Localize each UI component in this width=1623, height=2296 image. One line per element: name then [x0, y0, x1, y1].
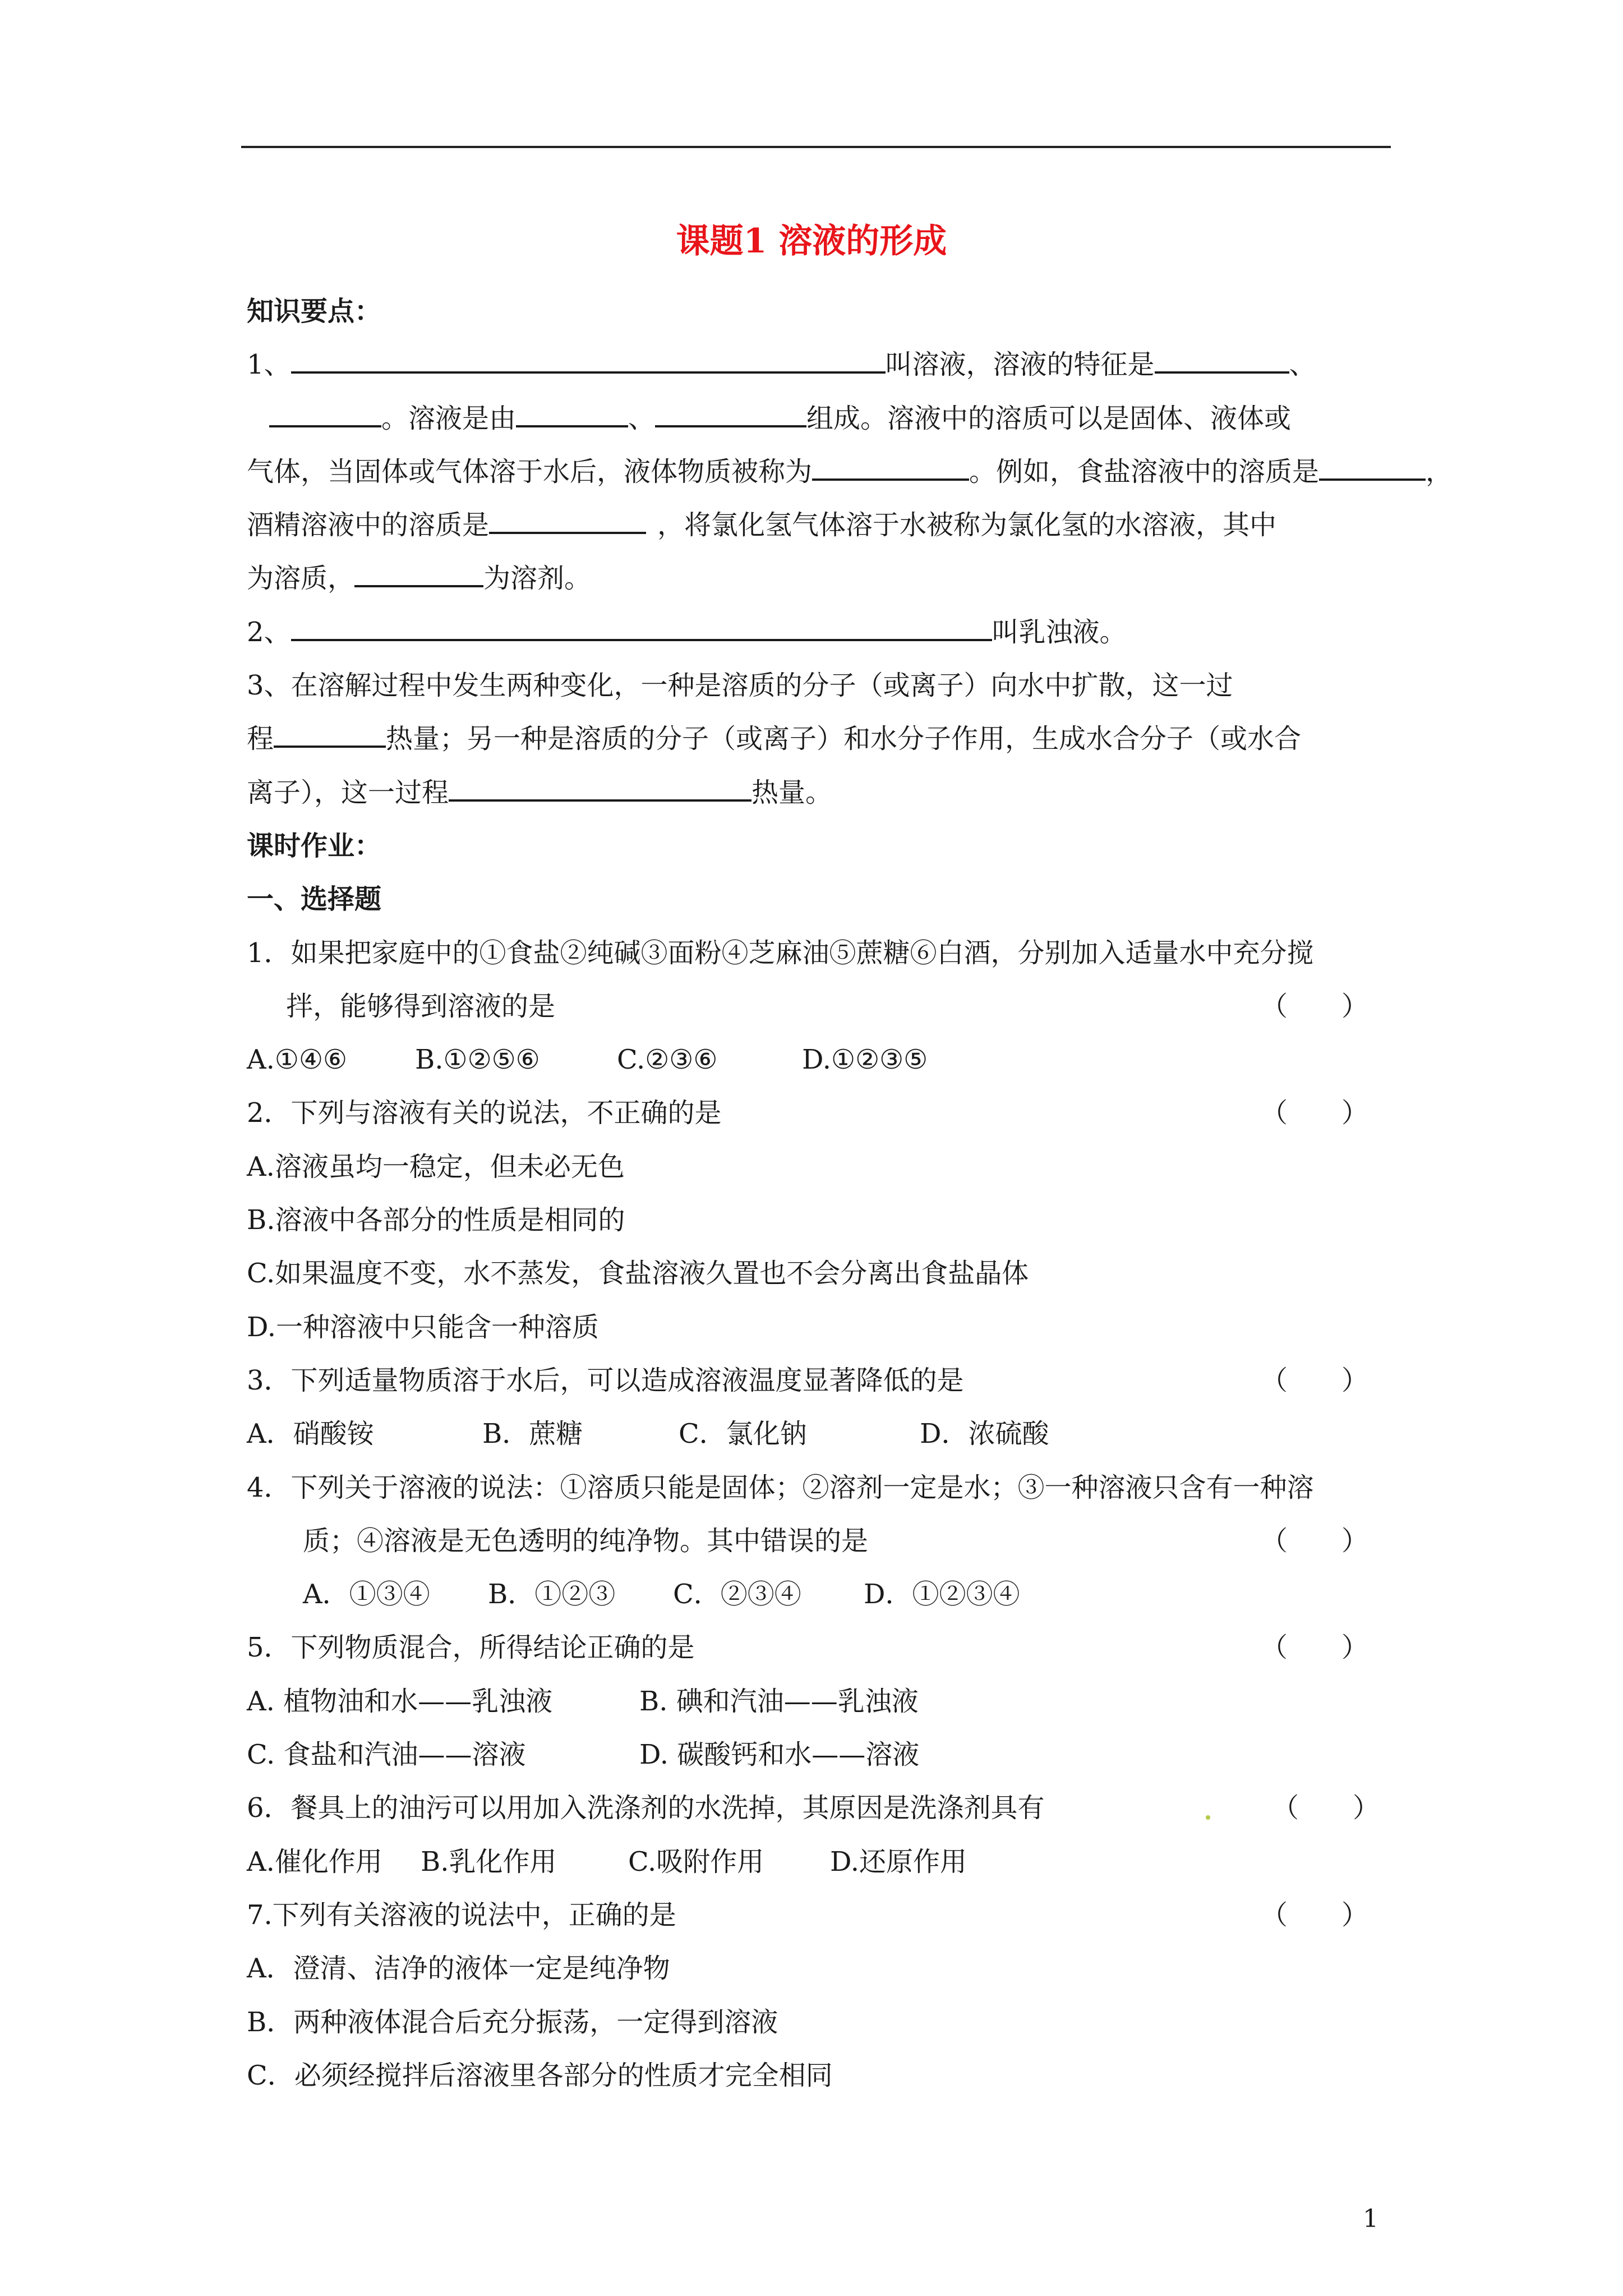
answer-paren[interactable]: （ ）	[1260, 1097, 1368, 1129]
section-heading: 一、选择题	[247, 884, 382, 915]
question-1-stem-line-1: 1．如果把家庭中的①食盐②纯碱③面粉④芝麻油⑤蔗糖⑥白酒，分别加入适量水中充分搅	[247, 937, 1314, 969]
option-b[interactable]: B.乳化作用	[421, 1846, 557, 1878]
option-d[interactable]: D．浓硫酸	[920, 1418, 1049, 1450]
question-5-options-row-1	[247, 1675, 1413, 1728]
option-a[interactable]: A.①④⑥	[247, 1044, 348, 1076]
question-1-stem-line-2	[247, 980, 1413, 1033]
question-4-stem-line-1: 4．下列关于溶液的说法：①溶质只能是固体；②溶剂一定是水；③一种溶液只含有一种溶	[247, 1471, 1314, 1503]
question-2-option-d[interactable]: D.一种溶液中只能含一种溶质	[247, 1311, 600, 1343]
text-segment: 5．下列物质混合，所得结论正确的是	[247, 1632, 695, 1664]
option-b[interactable]: B.①②⑤⑥	[415, 1044, 540, 1076]
question-7-option-c[interactable]: C．必须经搅拌后溶液里各部分的性质才完全相同	[247, 2059, 833, 2091]
homework-heading: 课时作业：	[247, 830, 382, 862]
question-7-option-b[interactable]: B．两种液体混合后充分振荡，一定得到溶液	[247, 2006, 778, 2038]
option-d[interactable]: D.①②③⑤	[802, 1044, 928, 1076]
answer-paren[interactable]: （ ）	[1260, 1899, 1368, 1931]
knowledge-heading: 知识要点：	[247, 296, 382, 327]
knowledge-item-1-line-3	[247, 445, 1453, 499]
answer-paren[interactable]: （ ）	[1271, 1792, 1380, 1824]
text-segment: 叫乳浊液。	[992, 616, 1127, 648]
answer-paren[interactable]: （ ）	[1260, 990, 1368, 1022]
item-number: 2、	[247, 616, 291, 648]
option-b[interactable]: B．蔗糖	[482, 1418, 583, 1450]
knowledge-item-3-line-1: 3、在溶解过程中发生两种变化，一种是溶质的分子（或离子）向水中扩散，这一过	[247, 670, 1233, 702]
question-2-option-c[interactable]: C.如果温度不变，水不蒸发，食盐溶液久置也不会分离出食盐晶体	[247, 1258, 1029, 1290]
text-segment: 。例如，食盐溶液中的溶质是	[969, 455, 1320, 487]
option-c[interactable]: C．②③④	[673, 1579, 801, 1611]
option-c[interactable]: C. 食盐和汽油——溶液	[247, 1739, 526, 1771]
text-segment: 3．下列适量物质溶于水后，可以造成溶液温度显著降低的是	[247, 1364, 964, 1396]
fill-blank[interactable]	[354, 559, 483, 587]
option-a[interactable]: A.催化作用	[247, 1846, 382, 1878]
answer-paren[interactable]: （ ）	[1260, 1364, 1368, 1396]
question-6-stem	[247, 1782, 1413, 1835]
text-segment: ，	[1426, 455, 1453, 487]
question-5-options-row-2	[247, 1728, 1413, 1782]
document-body	[247, 285, 1453, 2102]
knowledge-item-1-line-2	[247, 392, 1413, 445]
page-title: 课题1 溶液的形成	[676, 222, 947, 261]
text-segment: 热量。	[751, 776, 833, 808]
option-a[interactable]: A．硝酸铵	[247, 1418, 374, 1450]
text-segment: 6．餐具上的油污可以用加入洗涤剂的水洗掉，其原因是洗涤剂具有	[247, 1792, 1045, 1824]
item-number: 1、	[247, 349, 291, 381]
fill-blank[interactable]	[291, 346, 886, 374]
question-5-stem	[247, 1621, 1413, 1674]
fill-blank[interactable]	[291, 613, 992, 641]
question-3-options	[247, 1407, 1413, 1461]
answer-paren[interactable]: （ ）	[1260, 1632, 1368, 1664]
fill-blank[interactable]	[1319, 453, 1426, 481]
fill-blank[interactable]	[1155, 346, 1289, 374]
question-7-stem	[247, 1889, 1413, 1942]
text-segment: 7.下列有关溶液的说法中，正确的是	[247, 1899, 676, 1931]
knowledge-item-3-line-2	[247, 712, 1413, 766]
option-b[interactable]: B．①②③	[488, 1579, 616, 1611]
fill-blank[interactable]	[655, 399, 806, 427]
knowledge-item-1-line-5	[247, 552, 1413, 605]
knowledge-item-3-line-3	[247, 766, 1413, 820]
question-1-options	[247, 1033, 1413, 1087]
fill-blank[interactable]	[274, 720, 386, 748]
option-c[interactable]: C．氯化钠	[679, 1418, 807, 1450]
option-c[interactable]: C.②③⑥	[617, 1044, 718, 1076]
answer-paren[interactable]: （ ）	[1260, 1525, 1368, 1557]
question-6-options	[247, 1835, 1413, 1889]
text-segment: 热量；另一种是溶质的分子（或离子）和水分子作用，生成水合分子（或水合	[386, 723, 1302, 755]
question-2-stem	[247, 1087, 1413, 1140]
fill-blank[interactable]	[449, 774, 751, 802]
option-c[interactable]: C.吸附作用	[628, 1846, 764, 1878]
fill-blank[interactable]	[489, 506, 646, 534]
text-segment: 为溶剂。	[483, 563, 592, 595]
question-7-option-a[interactable]: A．澄清、洁净的液体一定是纯净物	[247, 1953, 670, 1985]
question-2-option-b[interactable]: B.溶液中各部分的性质是相同的	[247, 1204, 625, 1236]
question-2-option-a[interactable]: A.溶液虽均一稳定，但未必无色	[247, 1151, 625, 1182]
text-segment: 2．下列与溶液有关的说法，不正确的是	[247, 1097, 722, 1129]
fill-blank[interactable]	[269, 399, 381, 427]
option-d[interactable]: D. 碳酸钙和水——溶液	[639, 1739, 920, 1771]
option-b[interactable]: B. 碘和汽油——乳浊液	[639, 1685, 919, 1717]
option-d[interactable]: D．①②③④	[864, 1579, 1020, 1611]
text-segment: 拌，能够得到溶液的是	[286, 990, 556, 1022]
text-segment: 组成。溶液中的溶质可以是固体、液体或	[806, 402, 1292, 434]
text-segment: 、	[1289, 349, 1316, 381]
option-a[interactable]: A．①③④	[303, 1579, 430, 1611]
text-segment: 质；④溶液是无色透明的纯净物。其中错误的是	[303, 1525, 869, 1557]
text-segment: 为溶质，	[247, 563, 355, 595]
question-3-stem	[247, 1354, 1413, 1407]
header-rule	[241, 146, 1391, 148]
option-d[interactable]: D.还原作用	[830, 1846, 967, 1878]
question-4-stem-line-2	[247, 1515, 1413, 1568]
text-segment: 酒精溶液中的溶质是	[247, 509, 490, 541]
text-segment: ，将氯化氢气体溶于水被称为氯化氢的水溶液，其中	[657, 509, 1277, 541]
knowledge-item-1-line-4	[247, 499, 1413, 552]
knowledge-item-1-line-1	[247, 338, 1413, 392]
question-4-options	[247, 1568, 1413, 1621]
fill-blank[interactable]	[812, 453, 969, 481]
text-segment: 离子），这一过程	[247, 776, 449, 808]
text-segment: 。溶液是由	[381, 402, 517, 434]
text-segment: 、	[628, 402, 656, 434]
text-segment: 气体，当固体或气体溶于水后，液体物质被称为	[247, 455, 813, 487]
text-segment: 叫溶液，溶液的特征是	[885, 349, 1155, 381]
fill-blank[interactable]	[516, 399, 628, 427]
knowledge-item-2	[247, 606, 1413, 659]
option-a[interactable]: A. 植物油和水——乳浊液	[247, 1685, 553, 1717]
text-segment: 程	[247, 723, 274, 755]
page-number: 1	[1363, 2205, 1378, 2233]
stray-mark	[1206, 1815, 1210, 1820]
